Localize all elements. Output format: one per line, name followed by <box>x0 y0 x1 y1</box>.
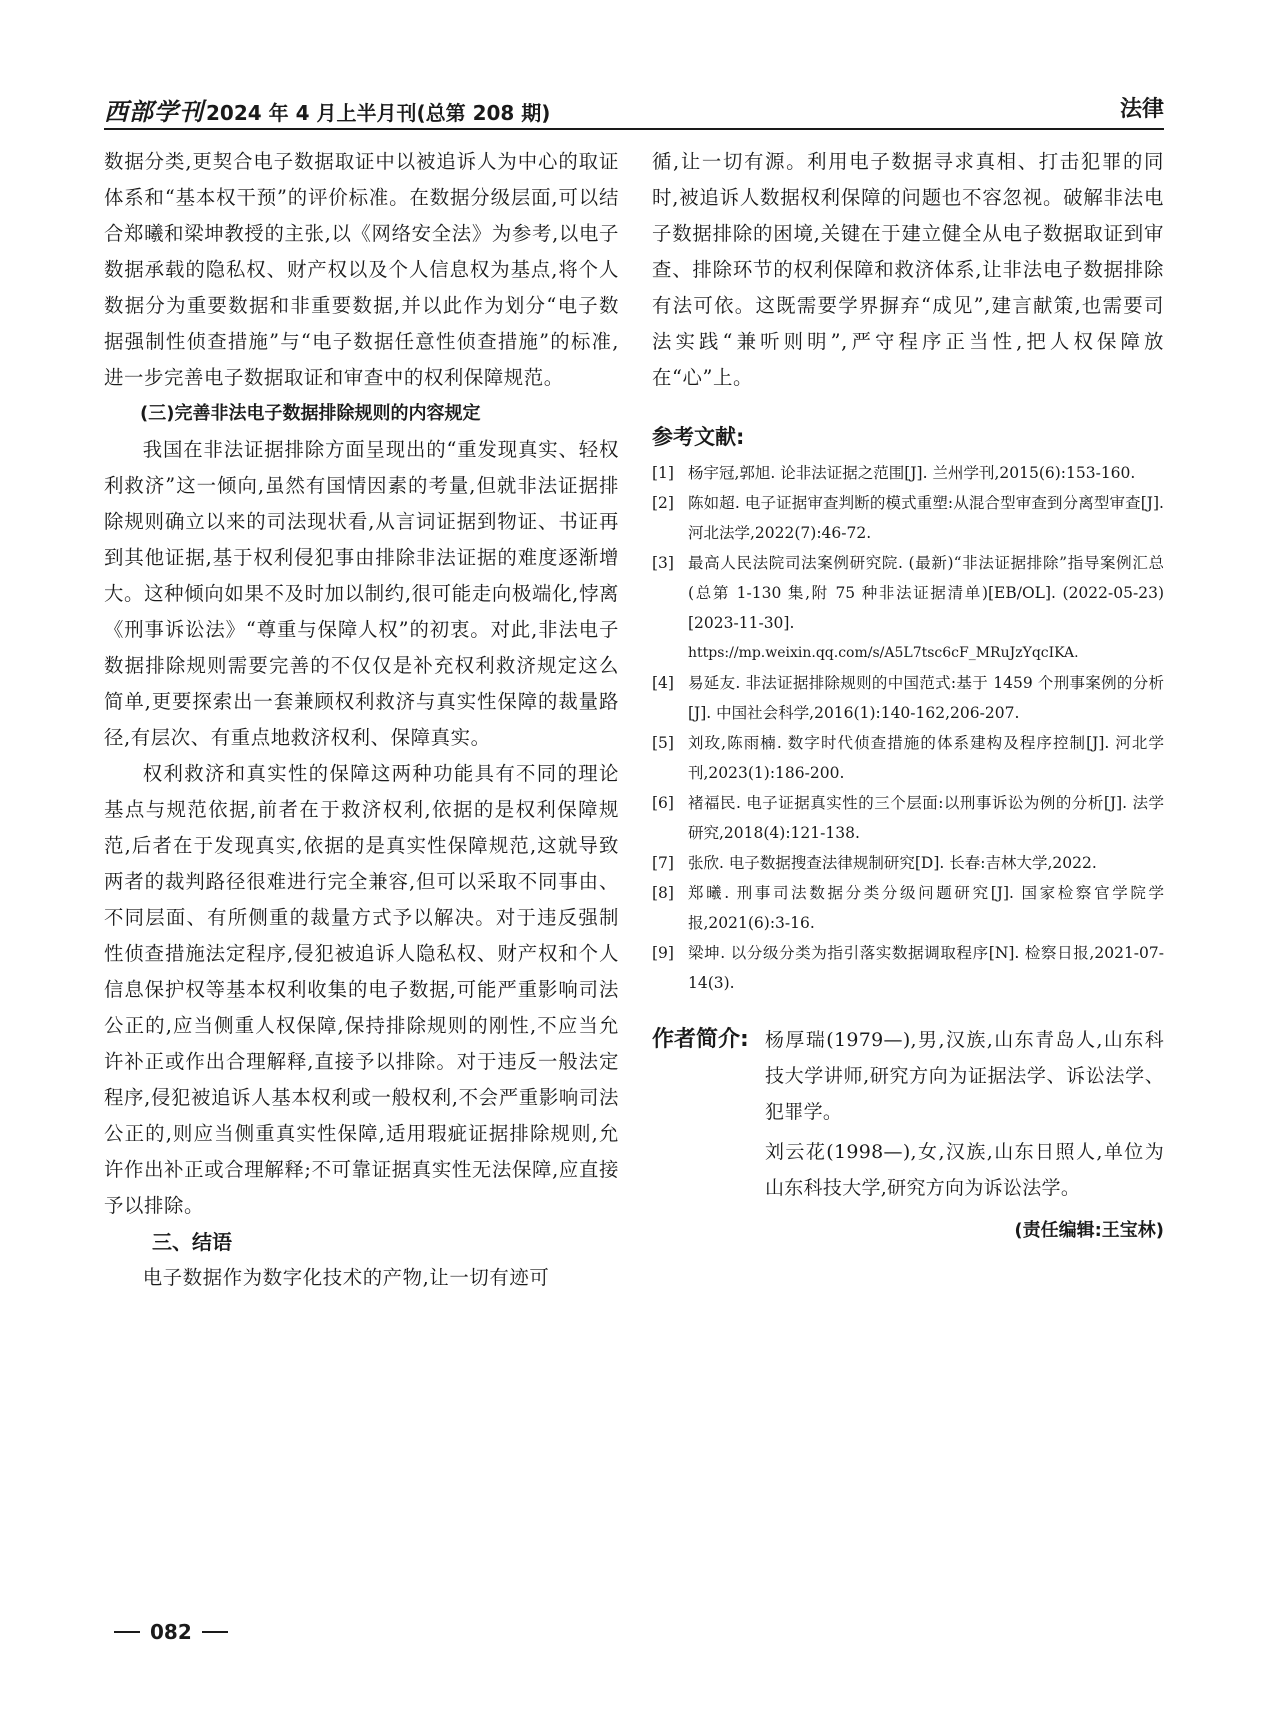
page-number: 082 <box>150 1620 192 1644</box>
reference-number: [2] <box>652 494 674 512</box>
reference-text: 郑曦. 刑事司法数据分类分级问题研究[J]. 国家检察官学院学报,2021(6):3-16. <box>688 884 1164 932</box>
reference-item <box>652 878 1164 938</box>
reference-number: [6] <box>652 794 674 812</box>
section-name: 法律 <box>1119 97 1164 122</box>
reference-url[interactable]: https://mp.weixin.qq.com/s/A5L7tsc6cF_MRuJzYqcIKA. <box>688 645 1079 661</box>
reference-number: [4] <box>652 674 674 692</box>
section-heading: 三、结语 <box>152 1230 232 1254</box>
reference-item <box>652 488 1164 548</box>
reference-number: [5] <box>652 734 674 752</box>
journal-logo: 西部学刊 <box>104 97 204 126</box>
reference-item <box>652 848 1164 878</box>
page-number-footer <box>104 1620 238 1644</box>
reference-text: 褚福民. 电子证据真实性的三个层面:以刑事诉讼为例的分析[J]. 法学研究,2018(4):121-138. <box>688 794 1164 842</box>
reference-text: 张欣. 电子数据搜查法律规制研究[D]. 长春:吉林大学,2022. <box>688 854 1097 872</box>
paragraph: 数据分类,更契合电子数据取证中以被追诉人为中心的取证体系和“基本权干预”的评价标准。在数据分级层面,可以结合郑曦和梁坤教授的主张,以《网络安全法》为参考,以电子数据承载的隐私权、财产权以及个人信息权为基点,将个人数据分为重要数据和非重要数据,并以此作为划分“电子数据强制性侦查措施”与“电子数据任意性侦查措施”的标准,进一步完善电子数据取证和审查中的权利保障规范。 <box>104 150 619 389</box>
reference-item <box>652 548 1164 668</box>
reference-item <box>652 458 1164 488</box>
author-entry: 杨厚瑞(1979—),男,汉族,山东青岛人,山东科技大学讲师,研究方向为证据法学、诉讼法学、犯罪学。 <box>765 1029 1164 1123</box>
reference-item <box>652 788 1164 848</box>
dash-left <box>114 1631 140 1633</box>
reference-text: 刘玫,陈雨楠. 数字时代侦查措施的体系建构及程序控制[J]. 河北学刊,2023(1):186-200. <box>688 734 1164 782</box>
header-left <box>104 92 550 127</box>
author-label: 作者简介: <box>652 1027 749 1052</box>
reference-text: 陈如超. 电子证据审查判断的模式重塑:从混合型审查到分离型审查[J]. 河北法学,2022(7):46-72. <box>688 494 1164 542</box>
reference-text: 梁坤. 以分级分类为指引落实数据调取程序[N]. 检察日报,2021-07-14(3). <box>688 944 1164 992</box>
reference-text: 最高人民法院司法案例研究院. (最新)“非法证据排除”指导案例汇总(总第 1-130 集,附 75 种非法证据清单)[EB/OL]. (2022-05-23)[2023-11-30]. <box>688 554 1164 632</box>
page-header <box>104 88 1164 128</box>
references-heading: 参考文献: <box>652 425 745 449</box>
reference-text: 杨宇冠,郭旭. 论非法证据之范围[J]. 兰州学刊,2015(6):153-160. <box>688 464 1136 482</box>
author-bio <box>652 1022 1164 1206</box>
reference-item <box>652 668 1164 728</box>
dash-right <box>202 1631 228 1633</box>
paragraph: 权利救济和真实性的保障这两种功能具有不同的理论基点与规范依据,前者在于救济权利,依据的是权利保障规范,后者在于发现真实,依据的是真实性保障规范,这就导致两者的裁判路径很难进行完全兼容,但可以采取不同事由、不同层面、有所侧重的裁量方式予以解决。对于违反强制性侦查措施法定程序,侵犯被追诉人隐私权、财产权和个人信息保护权等基本权利收集的电子数据,可能严重影响司法公正的,应当侧重人权保障,保持排除规则的刚性,不应当允许补正或作出合理解释,直接予以排除。对于违反一般法定程序,侵犯被追诉人基本权利或一般权利,不会严重影响司法公正的,则应当侧重真实性保障,适用瑕疵证据排除规则,允许作出补正或合理解释;不可靠证据真实性无法保障,应直接予以排除。 <box>104 762 619 1217</box>
paragraph: 循,让一切有源。利用电子数据寻求真相、打击犯罪的同时,被追诉人数据权利保障的问题也不容忽视。破解非法电子数据排除的困境,关键在于建立健全从电子数据取证到审查、排除环节的权利保障和救济体系,让非法电子数据排除有法可依。这既需要学界摒弃“成见”,建言献策,也需要司法实践“兼听则明”,严守程序正当性,把人权保障放在“心”上。 <box>652 150 1164 389</box>
reference-item <box>652 938 1164 998</box>
subsection-heading: (三)完善非法电子数据排除规则的内容规定 <box>140 403 481 424</box>
reference-list <box>652 458 1164 998</box>
reference-number: [9] <box>652 944 674 962</box>
header-rule <box>104 128 1164 130</box>
left-column <box>104 144 619 1296</box>
issue-info: 2024 年 4 月上半月刊(总第 208 期) <box>206 101 551 125</box>
reference-number: [7] <box>652 854 674 872</box>
author-text <box>765 1022 1164 1206</box>
paragraph: 我国在非法证据排除方面呈现出的“重发现真实、轻权利救济”这一倾向,虽然有国情因素的考量,但就非法证据排除规则确立以来的司法现状看,从言词证据到物证、书证再到其他证据,基于权利侵犯事由排除非法证据的难度逐渐增大。这种倾向如果不及时加以制约,很可能走向极端化,悖离《刑事诉讼法》“尊重与保障人权”的初衷。对此,非法电子数据排除规则需要完善的不仅仅是补充权利救济规定这么简单,更要探索出一套兼顾权利救济与真实性保障的裁量路径,有层次、有重点地救济权利、保障真实。 <box>104 438 619 749</box>
reference-number: [3] <box>652 554 674 572</box>
right-column <box>652 144 1164 1246</box>
reference-number: [1] <box>652 464 674 482</box>
reference-text: 易延友. 非法证据排除规则的中国范式:基于 1459 个刑事案例的分析[J]. 中国社会科学,2016(1):140-162,206-207. <box>688 674 1164 722</box>
paragraph: 电子数据作为数字化技术的产物,让一切有迹可 <box>142 1266 550 1289</box>
reference-item <box>652 728 1164 788</box>
reference-number: [8] <box>652 884 674 902</box>
responsible-editor: (责任编辑:王宝林) <box>1014 1220 1164 1241</box>
author-entry: 刘云花(1998—),女,汉族,山东日照人,单位为山东科技大学,研究方向为诉讼法学。 <box>765 1141 1164 1199</box>
